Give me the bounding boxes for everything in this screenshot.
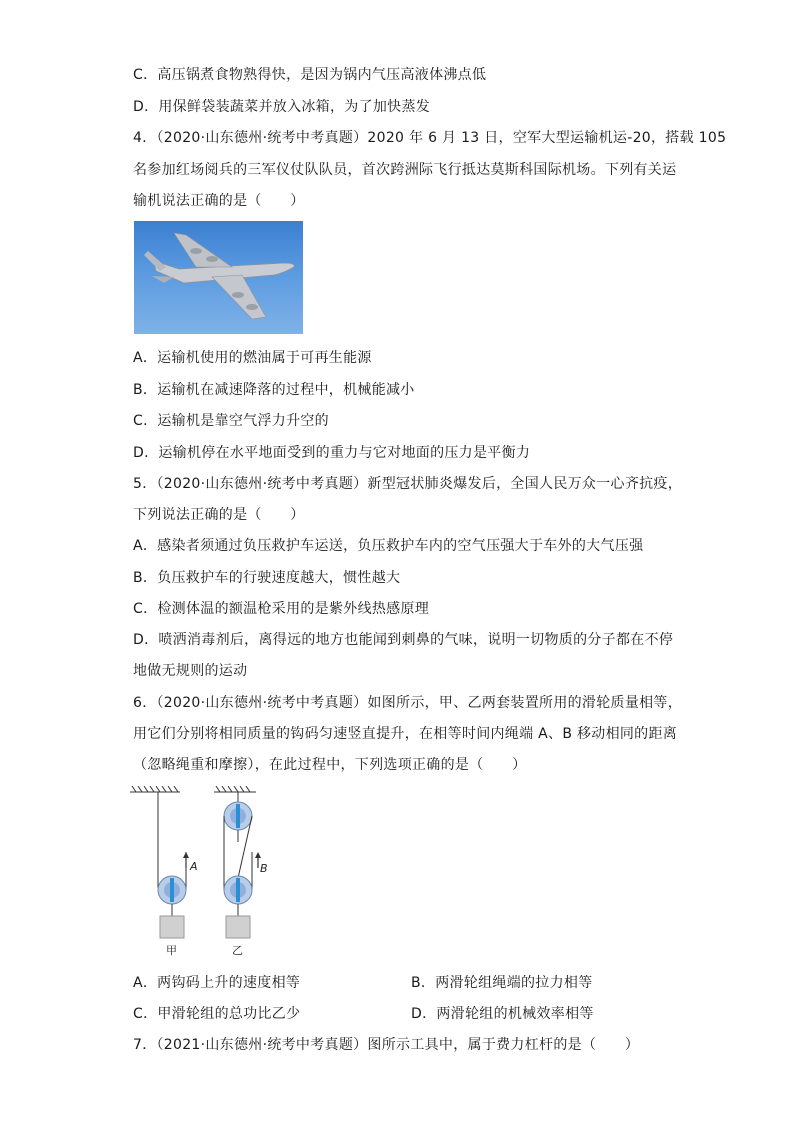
q5-stem-line1: 5．（2020·山东德州·统考中考真题）新型冠状肺炎爆发后，全国人民万众一心齐抗疫，	[133, 476, 683, 492]
ceiling-yi	[214, 786, 256, 792]
q4-option-b: B．运输机在减速降落的过程中，机械能减小	[133, 382, 415, 398]
label-jia: 甲	[166, 944, 177, 957]
q5-stem-line2: 下列说法正确的是（ ）	[133, 507, 305, 523]
q6-option-c: C．甲滑轮组的总功比乙少	[133, 1006, 301, 1022]
transport-plane-photo	[134, 221, 303, 334]
label-b: B	[260, 862, 268, 875]
q3-option-c: C．高压锅煮食物熟得快，是因为锅内气压高液体沸点低	[133, 67, 487, 83]
label-a: A	[190, 860, 198, 873]
ceiling-jia	[130, 786, 180, 792]
q6-stem-line3: （忽略绳重和摩擦），在此过程中，下列选项正确的是（ ）	[133, 757, 527, 773]
q6-option-a: A．两钩码上升的速度相等	[133, 975, 301, 991]
q4-option-d: D．运输机停在水平地面受到的重力与它对地面的压力是平衡力	[133, 445, 531, 461]
q4-stem-line2: 名参加红场阅兵的三军仪仗队队员，首次跨洲际飞行抵达莫斯科国际机场。下列有关运	[133, 162, 677, 178]
q6-option-d: D．两滑轮组的机械效率相等	[411, 1006, 594, 1022]
q5-option-d-line2: 地做无规则的运动	[133, 663, 248, 679]
plane-icon	[134, 221, 303, 334]
q5-option-b: B．负压救护车的行驶速度越大，惯性越大	[133, 570, 401, 586]
q3-option-d: D．用保鲜袋装蔬菜并放入冰箱，为了加快蒸发	[133, 99, 431, 115]
q6-option-b: B．两滑轮组绳端的拉力相等	[411, 975, 593, 991]
q5-option-d-line1: D．喷洒消毒剂后，离得远的地方也能闻到刺鼻的气味，说明一切物质的分子都在不停	[133, 632, 674, 648]
weight-yi	[226, 916, 250, 938]
q7-stem-line1: 7．（2021·山东德州·统考中考真题）图所示工具中，属于费力杠杆的是（ ）	[133, 1037, 640, 1053]
q4-stem-line1: 4．（2020·山东德州·统考中考真题）2020 年 6 月 13 日，空军大型运输机运-20，搭载 105	[133, 130, 727, 146]
q4-stem-line3: 输机说法正确的是（ ）	[133, 193, 305, 209]
q4-option-c: C．运输机是靠空气浮力升空的	[133, 413, 329, 429]
q6-stem-line2: 用它们分别将相同质量的钩码匀速竖直提升，在相等时间内绳端 A、B 移动相同的距离	[133, 726, 678, 742]
q6-stem-line1: 6．（2020·山东德州·统考中考真题）如图所示，甲、乙两套装置所用的滑轮质量相等，	[133, 695, 683, 711]
q4-option-a: A．运输机使用的燃油属于可再生能源	[133, 350, 372, 366]
pulley-diagram	[130, 786, 280, 966]
weight-jia	[160, 916, 184, 938]
q5-option-c: C．检测体温的额温枪采用的是紫外线热感原理	[133, 601, 430, 617]
q5-option-a: A．感染者须通过负压救护车运送，负压救护车内的空气压强大于车外的大气压强	[133, 538, 644, 554]
label-yi: 乙	[232, 944, 243, 957]
